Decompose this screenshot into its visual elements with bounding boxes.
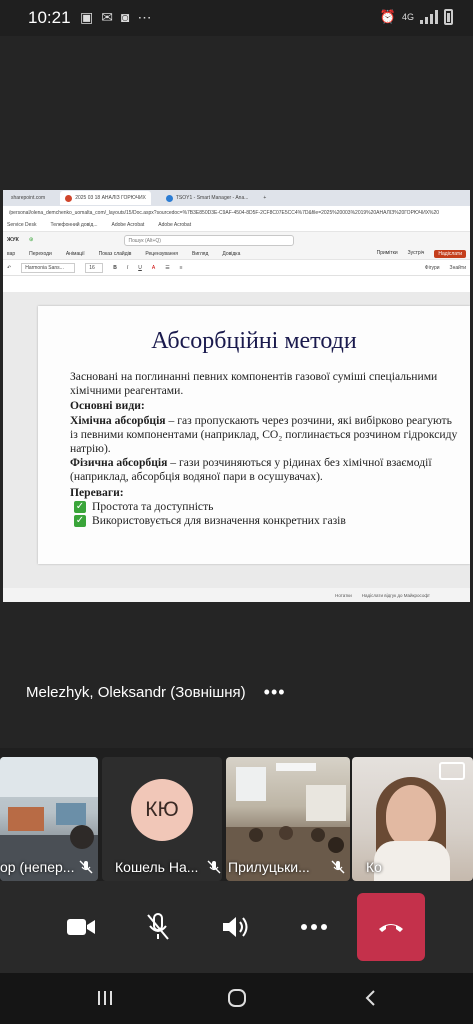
advantages-list: [70, 500, 460, 528]
mail-icon: ✉: [101, 9, 113, 25]
find-button[interactable]: Знайти: [449, 264, 466, 271]
back-icon: [364, 989, 376, 1007]
hang-up-icon: [377, 920, 405, 934]
notes-button[interactable]: Примітки: [376, 249, 398, 256]
more-icon: [300, 923, 328, 931]
bookmark-item[interactable]: Телефонний довід...: [50, 222, 98, 228]
status-time: 10:21: [28, 8, 71, 27]
recent-apps-button[interactable]: [85, 985, 125, 1011]
bold-icon[interactable]: B: [113, 264, 117, 271]
menu-item[interactable]: Анімації: [65, 250, 85, 257]
gallery-icon: ▣: [80, 9, 94, 25]
video-camera-icon: [66, 916, 96, 938]
slide-title: Абсорбційні методи: [151, 328, 357, 354]
participant-name: Прилуцьки...: [228, 859, 310, 875]
participant-strip: [0, 757, 473, 881]
4g-icon: 4G: [401, 12, 414, 22]
align-icon[interactable]: ≡: [179, 264, 183, 271]
mic-off-icon: [330, 859, 346, 875]
chemical-absorption: [70, 414, 460, 457]
browser-tab-active[interactable]: 2025 03 18 АНАЛІЗ ГОРЮЧИХ: [60, 191, 151, 205]
notification-icons: [80, 9, 151, 26]
physical-absorption: [70, 456, 460, 484]
presenter-name: Melezhyk, Oleksandr (Зовнішня): [26, 684, 246, 701]
undo-icon[interactable]: ↶: [7, 264, 12, 271]
participant-name: Ко: [366, 859, 382, 875]
menu-item[interactable]: Переходи: [29, 250, 52, 257]
teams-icon: ◙: [120, 9, 130, 25]
menu-item[interactable]: Показ слайдів: [98, 250, 132, 257]
menu-item[interactable]: Довідка: [222, 250, 241, 257]
avatar: КЮ: [131, 779, 193, 841]
participant-tile[interactable]: [226, 757, 350, 881]
bullets-icon[interactable]: ☰: [165, 264, 170, 271]
site-icon: [166, 195, 173, 202]
powerpoint-icon: [65, 195, 72, 202]
chem-text: – газ пропускають через розчини, які вибірково реагують із певними компонентами (наприклад, CO₂ поглинається розчином гідроксиду натрію).: [70, 413, 458, 456]
slide: [38, 306, 470, 564]
participant-tile-self[interactable]: [352, 757, 473, 881]
italic-icon[interactable]: I: [126, 264, 129, 271]
alarm-icon: ⏰: [379, 9, 396, 24]
bookmark-item[interactable]: Adobe Acrobat: [111, 222, 145, 228]
search-input[interactable]: Пошук (Alt+Q): [124, 235, 294, 246]
system-navigation-bar: [0, 973, 473, 1024]
slide-body: [70, 370, 460, 528]
bookmark-item[interactable]: Adobe Acrobat: [158, 222, 192, 228]
check-icon: ✓: [75, 500, 85, 512]
mic-off-icon: [145, 912, 171, 942]
signal-icon: [420, 10, 438, 24]
status-bar: [0, 0, 473, 36]
font-color-icon[interactable]: A: [151, 264, 156, 271]
chem-term: Хімічна абсорбція: [70, 413, 166, 427]
slide-canvas: [3, 292, 470, 588]
advantages-heading: Переваги:: [70, 485, 124, 499]
list-item: ✓ Використовується для визначення конкретних газів: [75, 514, 346, 528]
participant-name: ор (непер...: [0, 859, 75, 875]
home-icon: [227, 988, 247, 1008]
recent-apps-icon: [96, 990, 114, 1006]
list-item: ✓ Простота та доступність: [75, 499, 214, 513]
more-icon: ⋯: [137, 9, 152, 25]
new-tab-icon[interactable]: +: [263, 195, 267, 201]
check-icon: ✓: [75, 515, 85, 527]
participant-name: Кошель На...: [115, 859, 199, 875]
browser-tabs: [3, 190, 470, 206]
app-name: ЖУК: [7, 237, 19, 243]
menu-item[interactable]: Вигляд: [191, 250, 209, 257]
slide-intro: Засновані на поглинанні певних компонентів газової суміші спеціальними хімічними реагентами.: [70, 370, 438, 398]
app-header: [3, 232, 470, 248]
ribbon-menus: [3, 248, 470, 260]
camera-button[interactable]: [47, 893, 115, 961]
menu-item[interactable]: вар: [7, 250, 16, 257]
bookmarks-bar: [3, 220, 470, 232]
speaker-icon: [221, 914, 251, 940]
browser-tab[interactable]: sharepoint.com: [11, 195, 46, 201]
mic-off-icon: [78, 859, 94, 875]
app-status-bar: [3, 588, 470, 602]
sync-icon: ⊛: [28, 237, 34, 243]
share-button[interactable]: Надіслати: [434, 250, 466, 258]
presenter-label: [26, 682, 286, 703]
end-call-button[interactable]: [357, 893, 425, 961]
ribbon-toolbar: [3, 260, 470, 276]
types-heading: Основні види:: [70, 399, 145, 413]
mute-button[interactable]: [124, 893, 192, 961]
menu-item[interactable]: Рецензування: [145, 250, 178, 257]
font-size-select[interactable]: 16: [85, 263, 103, 273]
participant-tile[interactable]: [0, 757, 98, 881]
url-bar[interactable]: /personal/olena_demchenko_uomalta_com/_layouts/15/Doc.aspx?sourcedoc=%7B3E850D3E-C9AF-4504-8D5F-2CF8C07E5CC4%7D&file=2025%20003%2019%20АНАЛІЗ%20ГОРЮЧИХ%20: [3, 206, 470, 220]
camera-switch-icon[interactable]: [439, 762, 465, 780]
shapes-button[interactable]: Фігури: [424, 264, 440, 271]
battery-icon: [444, 9, 453, 25]
system-icons: [380, 9, 453, 25]
more-button[interactable]: [280, 893, 348, 961]
feedback-status[interactable]: Надіслати відгук до Майкрософт: [361, 592, 430, 598]
participant-tile[interactable]: [102, 757, 222, 881]
shared-browser-window[interactable]: [3, 190, 470, 602]
home-button[interactable]: [217, 985, 257, 1011]
phys-term: Фізична абсорбція: [70, 456, 168, 470]
presenter-more-button[interactable]: •••: [263, 682, 286, 702]
mic-off-icon: [206, 859, 222, 875]
underline-icon[interactable]: U: [138, 264, 142, 271]
browser-tab[interactable]: TSOY1 - Smart Manager - Ana...: [161, 191, 254, 205]
meeting-button[interactable]: Зустріч: [407, 249, 425, 256]
speaker-button[interactable]: [202, 893, 270, 961]
call-controls: [0, 881, 473, 973]
back-button[interactable]: [350, 985, 390, 1011]
phys-text: – гази розчиняються у рідинах без хімічної взаємодії (наприклад, абсорбція водяної пари в осушувачах).: [70, 456, 432, 484]
notes-status[interactable]: Нотатки: [335, 592, 352, 598]
font-name-select[interactable]: Harmonia Sans...: [21, 263, 75, 273]
bookmark-item[interactable]: Service Desk: [7, 222, 37, 228]
